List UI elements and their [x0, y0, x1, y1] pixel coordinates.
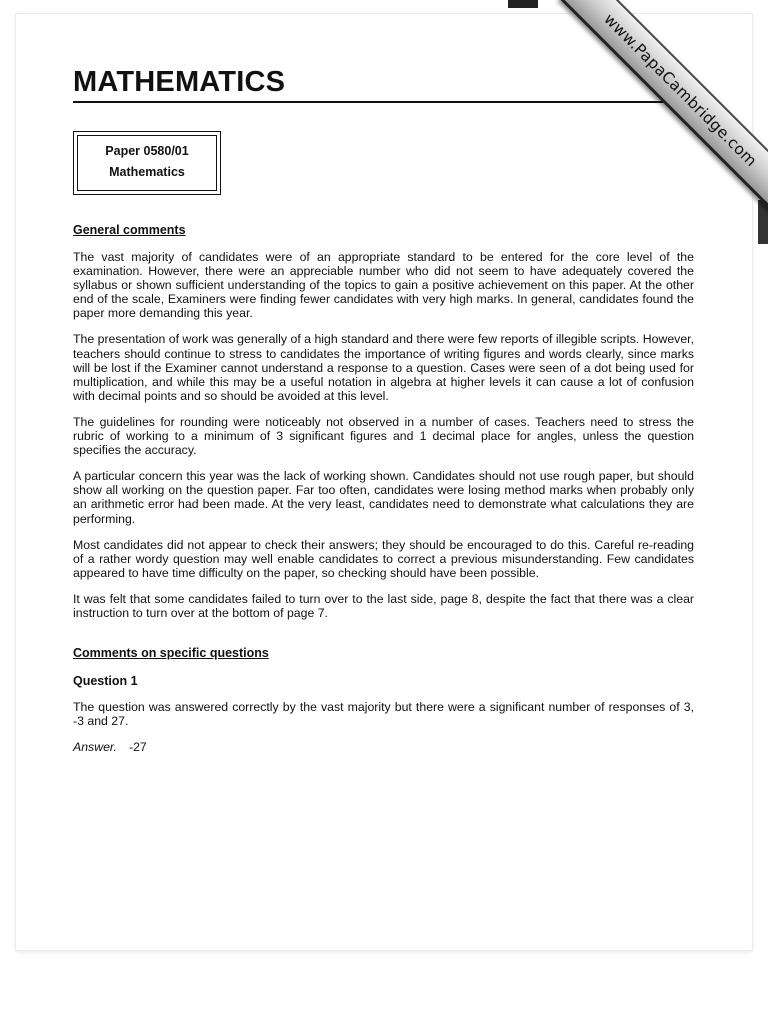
question-1-text: The question was answered correctly by the vast majority but there were a significant number of responses of 3, -3 and 27.	[73, 700, 694, 729]
paper-info-inner	[77, 135, 217, 191]
paragraph-3: The guidelines for rounding were noticeably not observed in a number of cases. Teachers need to stress the rubric of working to a minimum of 3 significant figures and 1 decimal place for angles, unless the question specifies the accuracy.	[73, 414, 694, 458]
paragraph-5: Most candidates did not appear to check their answers; they should be encouraged to do this. Careful re-reading of a rather wordy question may well enable candidates to correct a previous misunderstanding. Few candidates appeared to have time difficulty on the paper, so checking should have been possible.	[73, 537, 694, 580]
watermark-ribbon[interactable]	[559, 0, 768, 211]
watermark-ribbon-wrap	[500, 0, 768, 250]
paragraph-6: It was felt that some candidates failed to turn over to the last side, page 8, despite the fact that there was a clear instruction to turn over at the bottom of page 7.	[73, 591, 694, 620]
answer-label: Answer.	[73, 740, 117, 755]
watermark-text: www.PapaCambridge.com	[600, 10, 761, 171]
paper-subject: Mathematics	[109, 165, 185, 179]
question-1-heading: Question 1	[73, 674, 138, 689]
paragraph-1: The vast majority of candidates were of an appropriate standard to be entered for the core level of the examination. However, there were an appreciable number who did not seem to have adequately covered the syllabus or shown sufficient understanding of the topics to gain a positive achievement on this paper. At the other end of the scale, Examiners were finding fewer candidates with very high marks. In general, candidates found the paper more demanding this year.	[73, 250, 694, 321]
question-1-answer	[73, 740, 694, 754]
general-comments-heading: General comments	[73, 223, 186, 237]
paragraph-2: The presentation of work was generally of a high standard and there were few reports of illegible scripts. However, teachers should continue to stress to candidates the importance of writing figures and words clearly, since marks will be lost if the Examiner cannot understand a response to a question. Cases were seen of a dot being used for multiplication, and while this may be a useful notation in algebra at higher levels it can cause a lot of confusion with decimal points and so should be avoided at this level.	[73, 332, 694, 403]
paper-info-box	[73, 131, 221, 195]
page-title: MATHEMATICS	[73, 66, 665, 103]
specific-comments-heading: Comments on specific questions	[73, 646, 269, 661]
paper-code: Paper 0580/01	[105, 144, 189, 158]
answer-value: -27	[128, 740, 147, 755]
paragraph-4: A particular concern this year was the lack of working shown. Candidates should not use rough paper, but should show all working on the question paper. Far too often, candidates were losing method marks when probably only an arithmetic error had been made. At the very least, candidates need to demonstrate what calculations they are performing.	[73, 469, 694, 526]
